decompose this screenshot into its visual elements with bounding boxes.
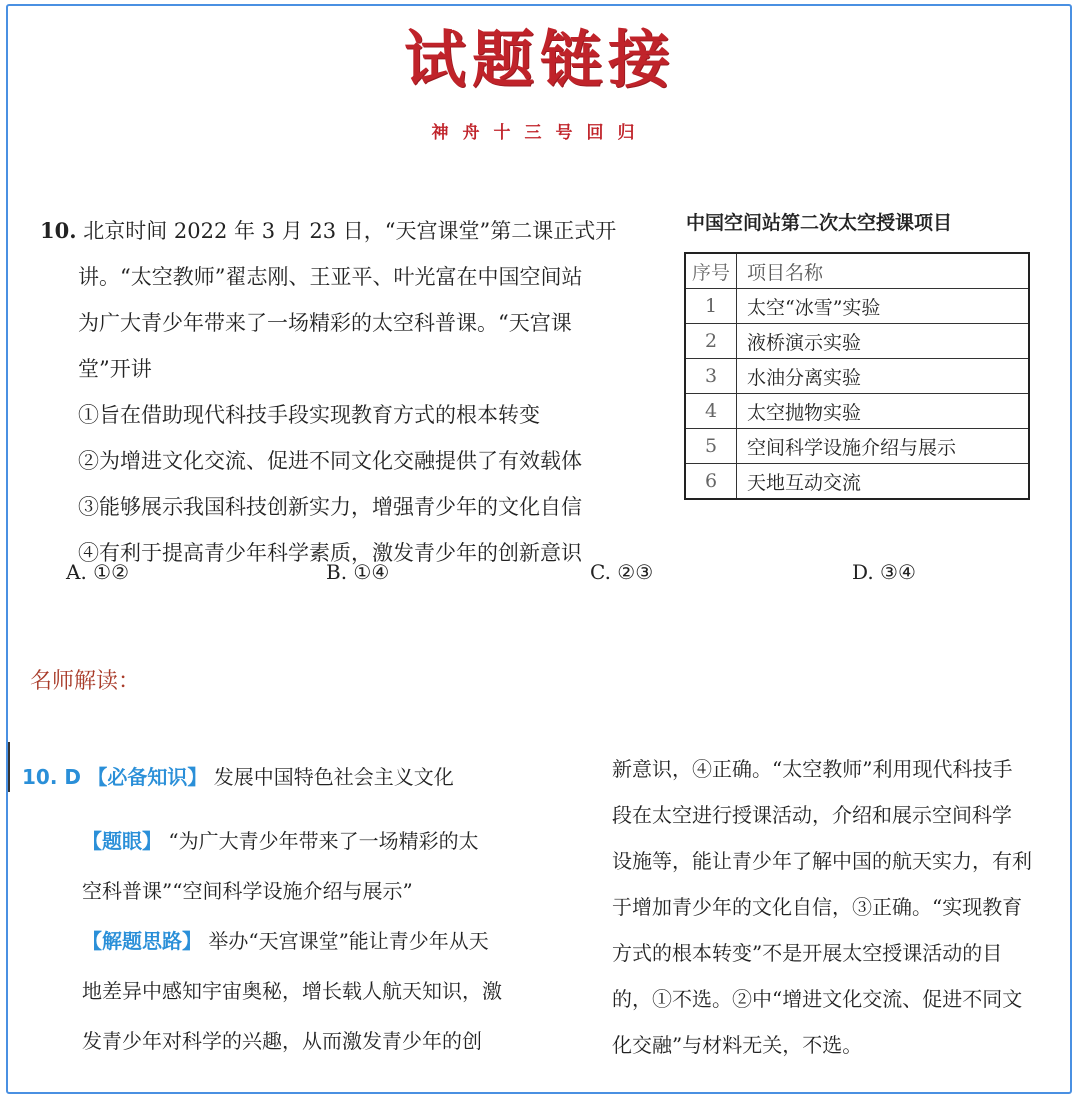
project-table <box>684 252 1030 500</box>
statement-item: ①旨在借助现代科技手段实现教育方式的根本转变 <box>78 403 540 427</box>
page-subtitle: 神舟十三号回归 <box>431 123 649 143</box>
table-row <box>685 429 1029 464</box>
eye-line: 空科普课”“空间科学设施介绍与展示” <box>82 879 413 903</box>
question-number: 10. <box>40 218 77 243</box>
row-name: 液桥演示实验 <box>737 324 1030 359</box>
row-name: 太空抛物实验 <box>737 394 1030 429</box>
approach-line <box>22 916 592 966</box>
statement-item: ③能够展示我国科技创新实力，增强青少年的文化自信 <box>78 495 582 519</box>
header-cell: 项目名称 <box>737 253 1030 289</box>
eye-text: “为广大青少年带来了一场精彩的太 <box>168 829 479 853</box>
table-row <box>685 359 1029 394</box>
analysis-left-column <box>22 752 592 1066</box>
row-name: 水油分离实验 <box>737 359 1030 394</box>
analysis-label: 名师解读： <box>30 669 141 694</box>
row-number: 5 <box>685 429 737 464</box>
analysis-line: 段在太空进行授课活动，介绍和展示空间科学 <box>612 803 1012 827</box>
analysis-line: 的，①不选。②中“增进文化交流、促进不同文 <box>612 987 1023 1011</box>
table-header-row <box>685 253 1029 289</box>
page-title: 试题链接 <box>403 23 676 96</box>
question-stem-line: 讲。“太空教师”翟志刚、王亚平、叶光富在中国空间站 <box>78 265 583 289</box>
option-c[interactable]: C. ②③ <box>590 560 654 584</box>
table-title: 中国空间站第二次太空授课项目 <box>686 212 953 234</box>
statement-item: ④有利于提高青少年科学素质，激发青少年的创新意识 <box>78 541 582 565</box>
question-stem-line <box>40 208 640 254</box>
table-row <box>685 394 1029 429</box>
approach-tag: 【解题思路】 <box>82 929 202 953</box>
row-number: 4 <box>685 394 737 429</box>
row-number: 3 <box>685 359 737 394</box>
option-a[interactable]: A. ①② <box>66 560 130 584</box>
analysis-line: 方式的根本转变”不是开展太空授课活动的目 <box>612 941 1003 965</box>
analysis-line: 新意识，④正确。“太空教师”利用现代科技手 <box>612 757 1013 781</box>
analysis-line: 设施等，能让青少年了解中国的航天实力，有利 <box>612 849 1032 873</box>
question-stem-line: 为广大青少年带来了一场精彩的太空科普课。“天宫课 <box>78 311 572 335</box>
eye-line <box>22 816 592 866</box>
answer-key: 10. D <box>22 765 81 789</box>
question-stem-line: 堂”开讲 <box>78 357 152 381</box>
table-row <box>685 464 1029 500</box>
header-cell: 序号 <box>685 253 737 289</box>
row-number: 6 <box>685 464 737 500</box>
row-number: 2 <box>685 324 737 359</box>
row-number: 1 <box>685 289 737 324</box>
row-name: 天地互动交流 <box>737 464 1030 500</box>
option-d[interactable]: D. ③④ <box>852 560 916 584</box>
eye-tag: 【题眼】 <box>82 829 162 853</box>
analysis-line: 于增加青少年的文化自信，③正确。“实现教育 <box>612 895 1023 919</box>
knowledge-tag: 【必备知识】 <box>87 765 208 789</box>
answer-line <box>22 752 592 802</box>
table-row <box>685 324 1029 359</box>
option-b[interactable]: B. ①④ <box>326 560 390 584</box>
margin-bar <box>8 742 10 792</box>
approach-line: 发青少年对科学的兴趣，从而激发青少年的创 <box>82 1029 482 1053</box>
approach-text: 举办“天宫课堂”能让青少年从天 <box>208 929 489 953</box>
analysis-right-column <box>612 746 1068 1068</box>
answer-options <box>0 560 1080 600</box>
table-row <box>685 289 1029 324</box>
statement-item: ②为增进文化交流、促进不同文化交融提供了有效载体 <box>78 449 582 473</box>
row-name: 空间科学设施介绍与展示 <box>737 429 1030 464</box>
knowledge-text: 发展中国特色社会主义文化 <box>213 765 454 789</box>
question-block <box>40 208 640 576</box>
analysis-line: 化交融”与材料无关，不选。 <box>612 1033 863 1057</box>
stem-text: 北京时间 2022 年 3 月 23 日，“天宫课堂”第二课正式开 <box>83 219 617 243</box>
row-name: 太空“冰雪”实验 <box>737 289 1030 324</box>
approach-line: 地差异中感知宇宙奥秘，增长载人航天知识，激 <box>82 979 502 1003</box>
